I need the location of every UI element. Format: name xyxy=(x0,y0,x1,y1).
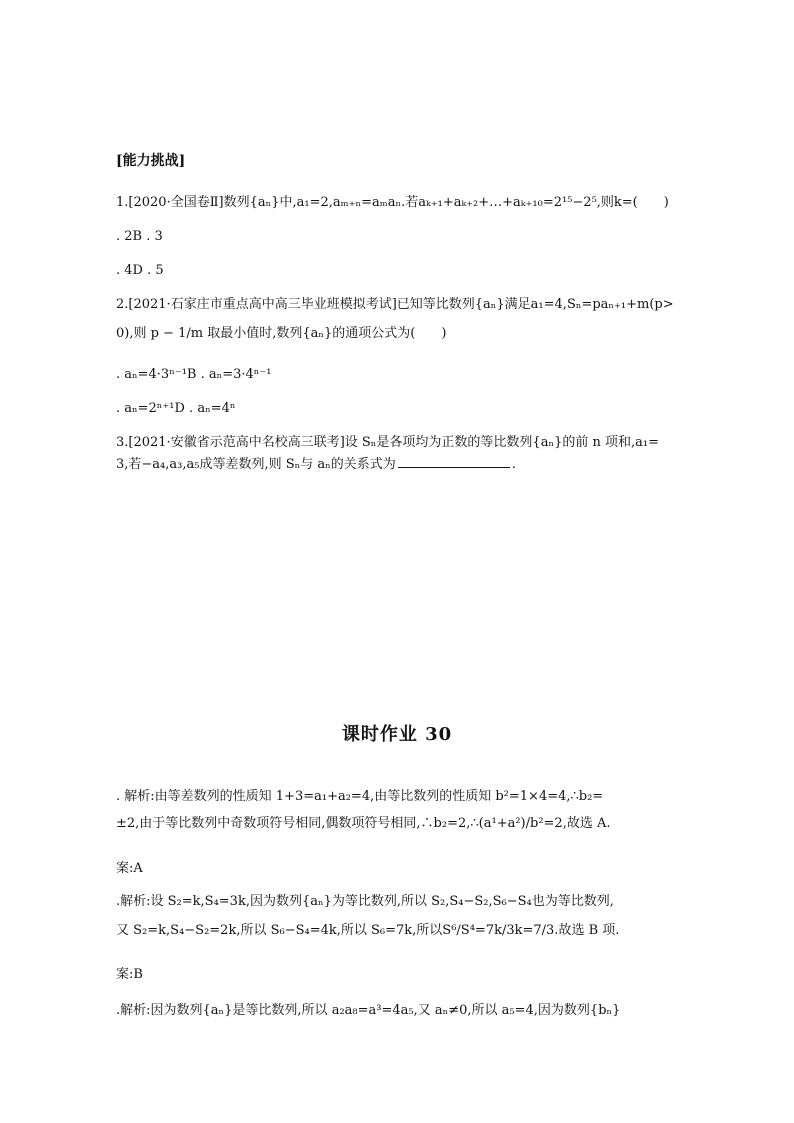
problem-1-text: 1.[2020·全国卷Ⅱ]数列{aₙ}中,a₁=2,aₘ₊ₙ=aₘaₙ.若aₖ₊₁+aₖ₊₂+…+aₖ₊₁₀=2¹⁵−2⁵,则k=( ) xyxy=(116,195,669,210)
solution-2-line2: 又 S₂=k,S₄−S₂=2k,所以 S₆−S₄=4k,所以 S₆=7k,所以S⁶/S⁴=7k/3k=7/3.故选 B 项. xyxy=(116,923,620,938)
problem-2-text-line2: 0),则 p − 1/m 取最小值时,数列{aₙ}的通项公式为( ) xyxy=(116,326,447,341)
answer-blank xyxy=(398,455,510,468)
problem-1-choices-cd: . 4D . 5 xyxy=(116,263,164,278)
problem-3-text-line2 xyxy=(116,455,686,474)
problem-2-text-line1: 2.[2021·石家庄市重点高中高三毕业班模拟考试]已知等比数列{aₙ}满足a₁=4,Sₙ=paₙ₊₁+m(p> xyxy=(116,297,674,312)
solution-1-line2: ±2,由于等比数列中奇数项符号相同,偶数项符号相同,∴b₂=2,∴(a¹+a²)/b²=2,故选 A. xyxy=(116,816,611,831)
solution-2-answer: 案:B xyxy=(116,967,143,982)
main-title: 课时作业 30 xyxy=(341,724,453,745)
solution-2-line1: .解析:设 S₂=k,S₄=3k,因为数列{aₙ}为等比数列,所以 S₂,S₄−S₂,S₆−S₄也为等比数列, xyxy=(116,894,614,909)
problem-3-text: 3,若−a₄,a₃,a₅成等差数列,则 Sₙ与 aₙ的关系式为 xyxy=(116,457,396,472)
section-title: [能力挑战] xyxy=(116,153,186,169)
solution-3-line1: .解析:因为数列{aₙ}是等比数列,所以 a₂a₈=a³=4a₅,又 aₙ≠0,所以 a₅=4,因为数列{bₙ} xyxy=(116,1003,621,1018)
problem-2-choices-ab: . aₙ=4·3ⁿ⁻¹B . aₙ=3·4ⁿ⁻¹ xyxy=(116,367,272,382)
problem-1-choices-ab: . 2B . 3 xyxy=(116,229,163,244)
problem-3-text-line1: 3.[2021·安徽省示范高中名校高三联考]设 Sₙ是各项均为正数的等比数列{aₙ}的前 n 项和,a₁= xyxy=(116,435,659,450)
solution-1-answer: 案:A xyxy=(116,861,143,876)
problem-2-choices-cd: . aₙ=2ⁿ⁺¹D . aₙ=4ⁿ xyxy=(116,401,236,416)
solution-1-line1: . 解析:由等差数列的性质知 1+3=a₁+a₂=4,由等比数列的性质知 b²=1×4=4,∴b₂= xyxy=(116,789,604,804)
problem-3-period: . xyxy=(511,457,516,472)
